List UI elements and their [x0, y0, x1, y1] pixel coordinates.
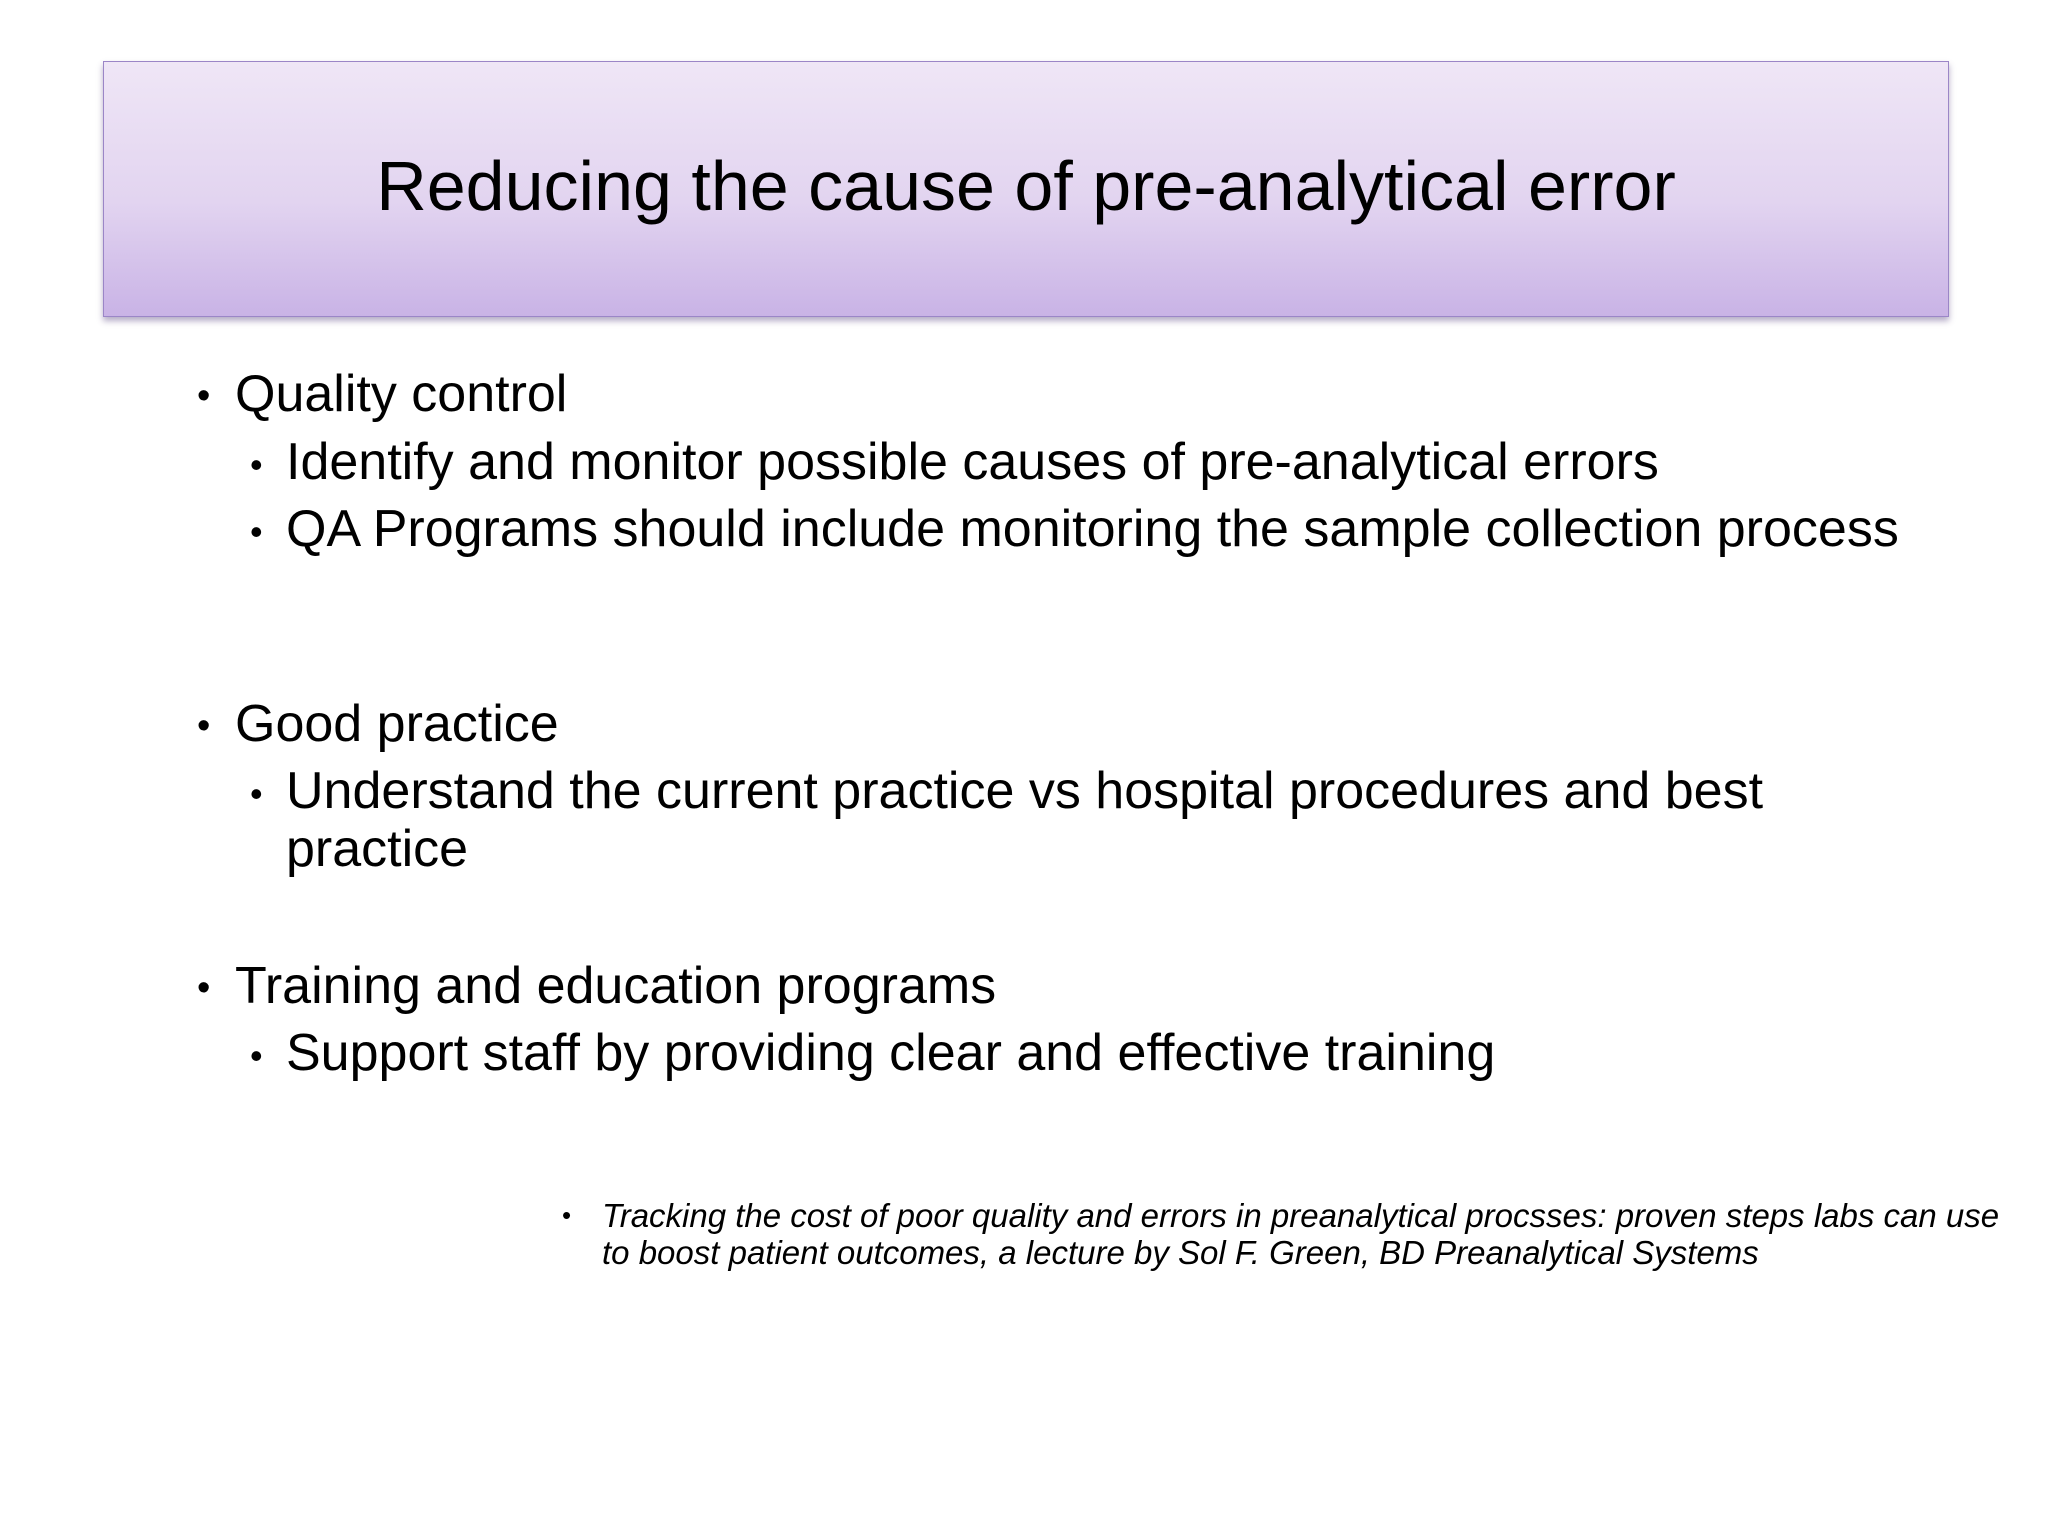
bullet-heading: Good practice — [235, 695, 559, 753]
sub-bullet-text: Support staff by providing clear and effective training — [286, 1024, 1496, 1082]
sub-bullet-text: QA Programs should include monitoring the sample collection process — [286, 500, 1899, 558]
sub-bullet-text: Identify and monitor possible causes of pre-analytical errors — [286, 433, 1659, 491]
bullet-icon: • — [250, 444, 263, 485]
bullet-heading: Training and education programs — [235, 957, 997, 1015]
bullet-good-practice — [197, 695, 559, 755]
bullet-icon: • — [197, 705, 211, 747]
sub-bullet-text: Understand the current practice vs hospital procedures and best practice — [286, 762, 1764, 878]
sub-bullet-qa-programs — [250, 500, 1906, 561]
bullet-quality-control — [197, 365, 567, 425]
bullet-icon: • — [562, 1200, 572, 1230]
sub-bullet-identify — [250, 433, 1906, 494]
bullet-training — [197, 957, 996, 1017]
bullet-icon: • — [250, 1035, 263, 1076]
reference-text: Tracking the cost of poor quality and errors in preanalytical procsses: proven steps labs can use to boost patient outcomes, a lecture by Sol F. Green, BD Preanalytical Systems — [602, 1197, 2000, 1271]
bullet-icon: • — [197, 967, 211, 1009]
bullet-icon: • — [250, 511, 263, 552]
bullet-heading: Quality control — [235, 365, 568, 423]
bullet-icon: • — [197, 375, 211, 417]
reference-note — [560, 1197, 2022, 1271]
sub-bullet-support-staff — [250, 1024, 1906, 1085]
bullet-icon: • — [250, 773, 263, 814]
title-box — [103, 61, 1949, 317]
sub-bullet-understand — [250, 762, 1906, 878]
slide-title: Reducing the cause of pre-analytical error — [376, 147, 1676, 225]
